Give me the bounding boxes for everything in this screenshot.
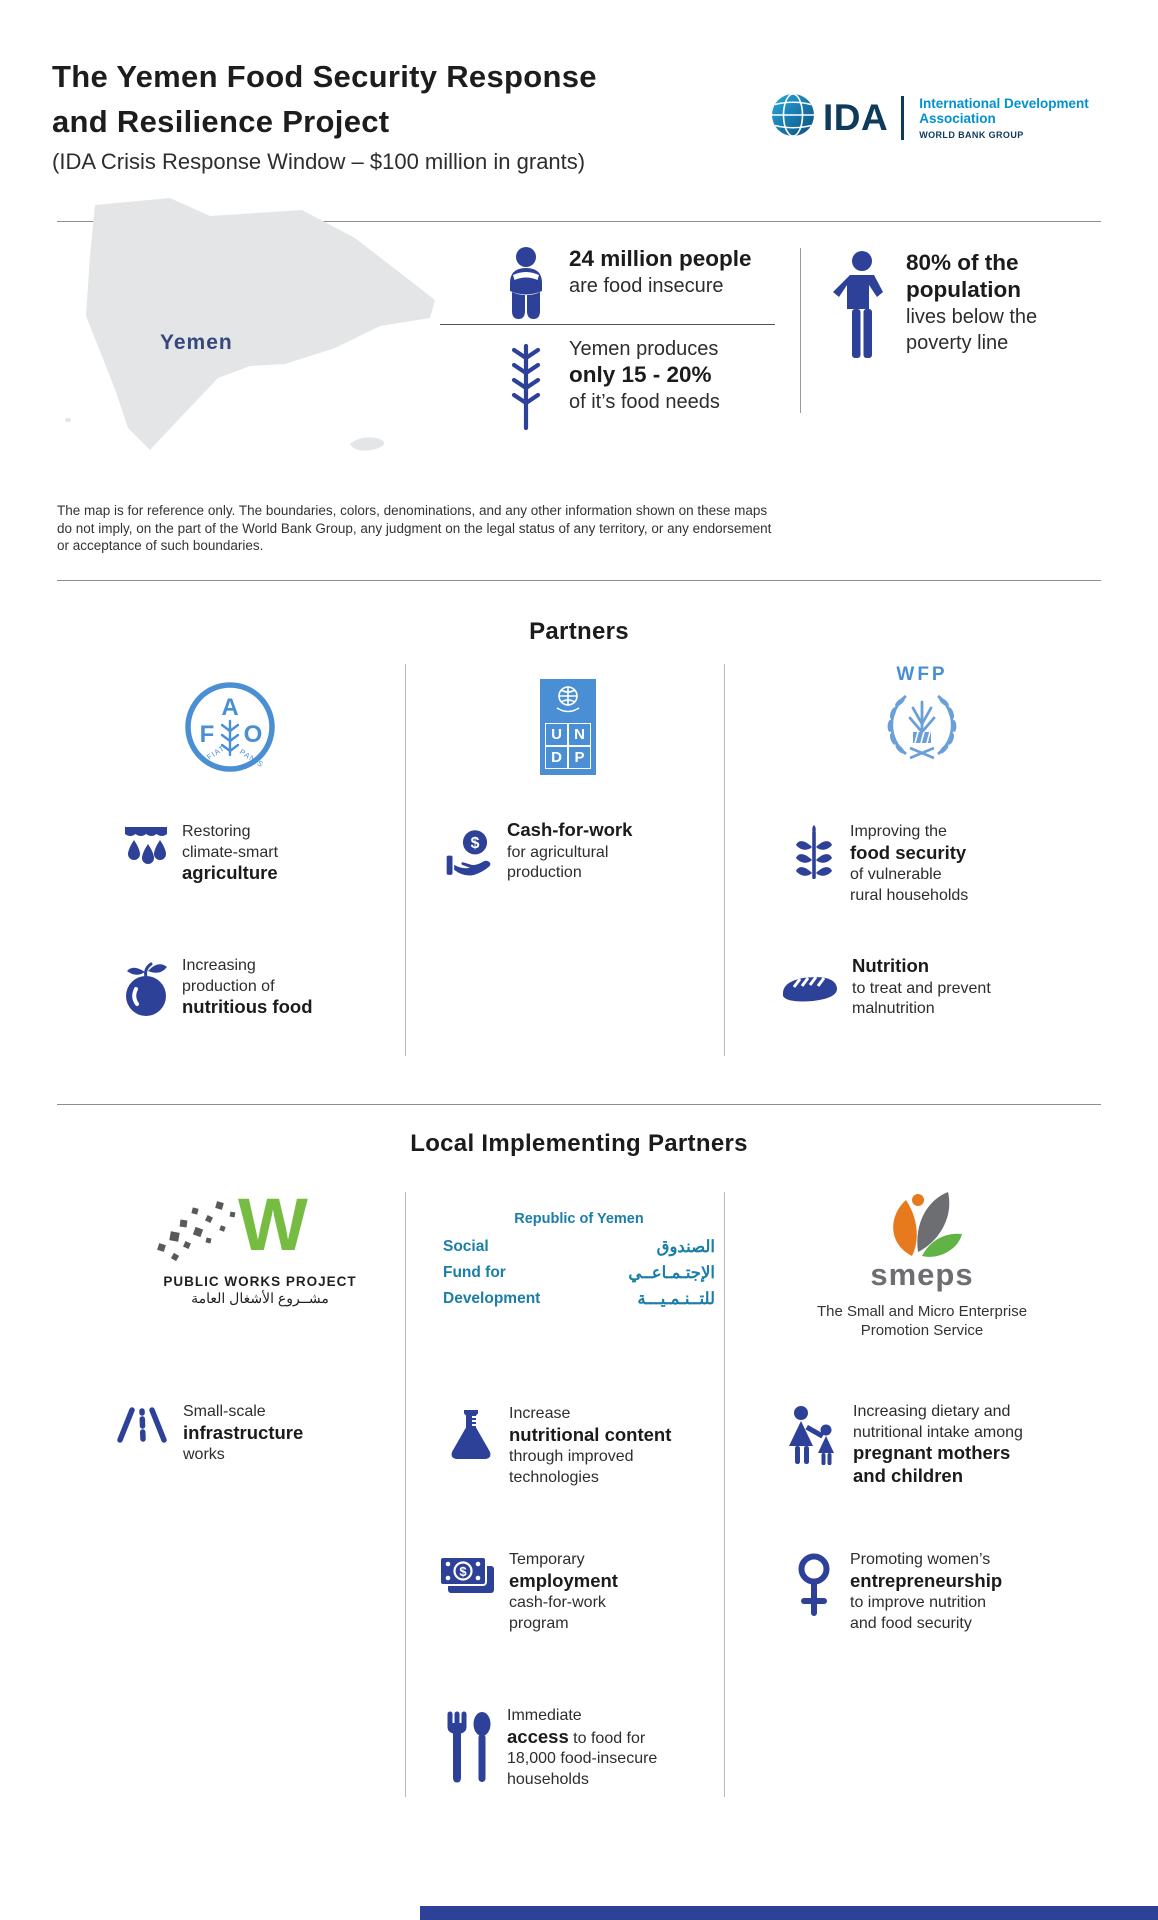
- item-text: Small-scale infrastructure works: [183, 1403, 304, 1463]
- female-symbol-icon: [790, 1550, 838, 1634]
- map-disclaimer-line2: do not imply, on the part of the World Bank Group, any judgment on the legal status of any territory, or any endorsement: [57, 520, 772, 536]
- page-title: [52, 54, 597, 144]
- item-text: Increasing production of nutritious food: [182, 957, 313, 1017]
- item-text: Restoring climate-smart agriculture: [182, 823, 279, 883]
- ida-globe-icon: [770, 92, 816, 143]
- pwp-w-letter: W: [238, 1183, 308, 1266]
- undp-letter-p: P: [568, 746, 591, 769]
- stats-vertical-divider: [800, 248, 801, 413]
- pwp-pixel: [157, 1243, 166, 1252]
- smeps-subtitle-line1: The Small and Micro Enterprise: [816, 1303, 1028, 1320]
- local-divider-left: [405, 1192, 406, 1797]
- page-title-line2: and Resilience Project: [52, 104, 390, 139]
- sfd-en-line: Fund for: [443, 1264, 506, 1281]
- footer-accent-bar: [420, 1906, 1158, 1920]
- wfp-logo: [872, 664, 972, 775]
- item-nutrition: [778, 956, 991, 1020]
- local-partners-rule: [57, 1104, 1101, 1105]
- item-text: Increasing dietary and nutritional intake among pregnant mothers and children: [853, 1403, 1023, 1486]
- sfd-name-arabic: [628, 1234, 715, 1312]
- svg-text:F: F: [199, 721, 215, 748]
- item-text: Nutrition to treat and prevent malnutrition: [852, 955, 991, 1017]
- item-food-security: [790, 822, 968, 906]
- stat-food-insecure-text: 24 million people are food insecure: [569, 246, 752, 297]
- sfd-ar-line: الصندوق: [656, 1238, 715, 1256]
- svg-text:$: $: [459, 1564, 467, 1579]
- pwp-pixel: [183, 1241, 191, 1249]
- item-cash-for-work: [445, 820, 632, 885]
- pwp-name: PUBLIC WORKS PROJECT: [163, 1274, 357, 1289]
- ida-logo: [770, 92, 1089, 143]
- item-text: Temporary employment cash-for-work program: [509, 1551, 618, 1632]
- flask-icon: [445, 1404, 497, 1488]
- pwp-pixel: [219, 1225, 225, 1231]
- un-emblem-icon: [553, 683, 583, 720]
- map-disclaimer-line1: The map is for reference only. The boundaries, colors, denominations, and any other information shown on these maps: [57, 503, 768, 518]
- ida-name-line1: International Development: [919, 95, 1089, 111]
- pwp-pixel: [169, 1231, 179, 1241]
- pwp-pixel: [180, 1220, 188, 1228]
- map-disclaimer: [57, 502, 797, 555]
- partners-rule: [57, 580, 1101, 581]
- stat-food-production-text: Yemen produces only 15 - 20% of it’s food needs: [569, 338, 720, 413]
- pwp-mark: [150, 1183, 370, 1274]
- pwp-name-arabic: مشــروع الأشغال العامة: [191, 1290, 329, 1306]
- hungry-person-icon: [495, 246, 557, 320]
- fao-logo: [184, 681, 276, 778]
- svg-text:$: $: [470, 835, 480, 853]
- svg-text:PANIS: PANIS: [237, 747, 266, 770]
- smeps-wordmark: smeps: [870, 1257, 974, 1292]
- cash-hand-icon: [445, 820, 495, 885]
- pwp-pixel: [171, 1253, 179, 1261]
- stat-poverty: [830, 250, 1037, 366]
- road-icon: [113, 1402, 171, 1466]
- item-nutritious-food: [122, 956, 313, 1020]
- page-title-line1: The Yemen Food Security Response: [52, 59, 597, 94]
- irrigation-drops-icon: [122, 822, 170, 886]
- plant-sprig-icon: [790, 822, 838, 906]
- pwp-logo: [150, 1183, 370, 1307]
- partners-divider-left: [405, 664, 406, 1056]
- item-climate-smart-agriculture: [122, 822, 278, 886]
- undp-letter-u: U: [545, 723, 568, 746]
- sfd-ar-line: للتــنـمـيـــة: [637, 1290, 715, 1308]
- fork-spoon-icon: [440, 1706, 495, 1790]
- pwp-pixel: [205, 1215, 213, 1223]
- sfd-ar-line: الإجتـمـاعــي: [628, 1264, 715, 1282]
- undp-letters: [545, 723, 591, 769]
- stats-divider: [440, 324, 775, 325]
- sfd-name-english: [443, 1234, 540, 1312]
- stat-food-production: [495, 336, 720, 442]
- smeps-subtitle-line2: Promotion Service: [860, 1322, 984, 1339]
- sfd-en-line: Social: [443, 1238, 489, 1255]
- ida-acronym: IDA: [823, 96, 889, 138]
- item-womens-entrepreneurship: [790, 1550, 1002, 1634]
- ida-name-line2: Association: [919, 111, 996, 126]
- ida-group-label: WORLD BANK GROUP: [919, 129, 1024, 140]
- undp-logo: [540, 679, 596, 775]
- local-divider-right: [724, 1192, 725, 1797]
- pwp-pixel: [191, 1207, 198, 1214]
- wfp-wordmark: WFP: [896, 664, 948, 685]
- item-nutritional-content: [445, 1404, 671, 1488]
- item-text: Increase nutritional content through improved technologies: [509, 1405, 672, 1486]
- item-pregnant-mothers-children: [783, 1402, 1023, 1488]
- item-temporary-employment: [437, 1550, 618, 1634]
- sfd-country: Republic of Yemen: [514, 1211, 644, 1227]
- pwp-pixel: [193, 1227, 203, 1237]
- item-food-access: [440, 1706, 657, 1790]
- smeps-subtitle: [812, 1302, 1032, 1340]
- sfd-en-line: Development: [443, 1290, 541, 1307]
- stat-poverty-text: 80% of the population lives below the poverty line: [906, 250, 1038, 354]
- pwp-pixel: [206, 1238, 212, 1244]
- sfd-logo: [443, 1211, 715, 1312]
- map-disclaimer-line3: or acceptance of such boundaries.: [57, 538, 264, 553]
- page-subtitle: (IDA Crisis Response Window – $100 million in grants): [52, 149, 586, 174]
- item-text: Cash-for-work for agricultural production: [507, 819, 633, 881]
- svg-text:A: A: [221, 694, 239, 721]
- ida-logo-separator: [901, 96, 904, 140]
- wfp-wreath-icon: [880, 757, 964, 774]
- standing-person-icon: [830, 250, 894, 366]
- item-text: Promoting women’s entrepreneurship to improve nutrition and food security: [850, 1551, 1003, 1632]
- local-partners-heading: Local Implementing Partners: [410, 1130, 748, 1157]
- smeps-logo: [812, 1190, 1032, 1340]
- fruit-icon: [122, 956, 170, 1020]
- svg-text:O: O: [243, 721, 263, 748]
- item-text: Immediate access to food for 18,000 food-insecure households: [507, 1707, 658, 1788]
- pwp-pixel: [215, 1201, 224, 1210]
- bread-icon: [778, 956, 840, 1020]
- item-infrastructure: [113, 1402, 303, 1466]
- item-text: Improving the food security of vulnerable rural households: [850, 823, 969, 904]
- undp-letter-n: N: [568, 723, 591, 746]
- map-country-label: Yemen: [160, 331, 233, 354]
- mother-child-icon: [783, 1402, 841, 1488]
- wheat-icon: [495, 336, 557, 442]
- undp-letter-d: D: [545, 746, 568, 769]
- stat-food-insecure: [495, 246, 752, 320]
- pwp-pixel: [230, 1212, 236, 1218]
- partners-heading: Partners: [529, 618, 629, 645]
- banknote-icon: [437, 1550, 497, 1634]
- ida-wordmark: [919, 96, 1089, 140]
- partners-divider-right: [724, 664, 725, 1056]
- yemen-map: [50, 196, 442, 467]
- svg-text:FIAT: FIAT: [205, 743, 227, 762]
